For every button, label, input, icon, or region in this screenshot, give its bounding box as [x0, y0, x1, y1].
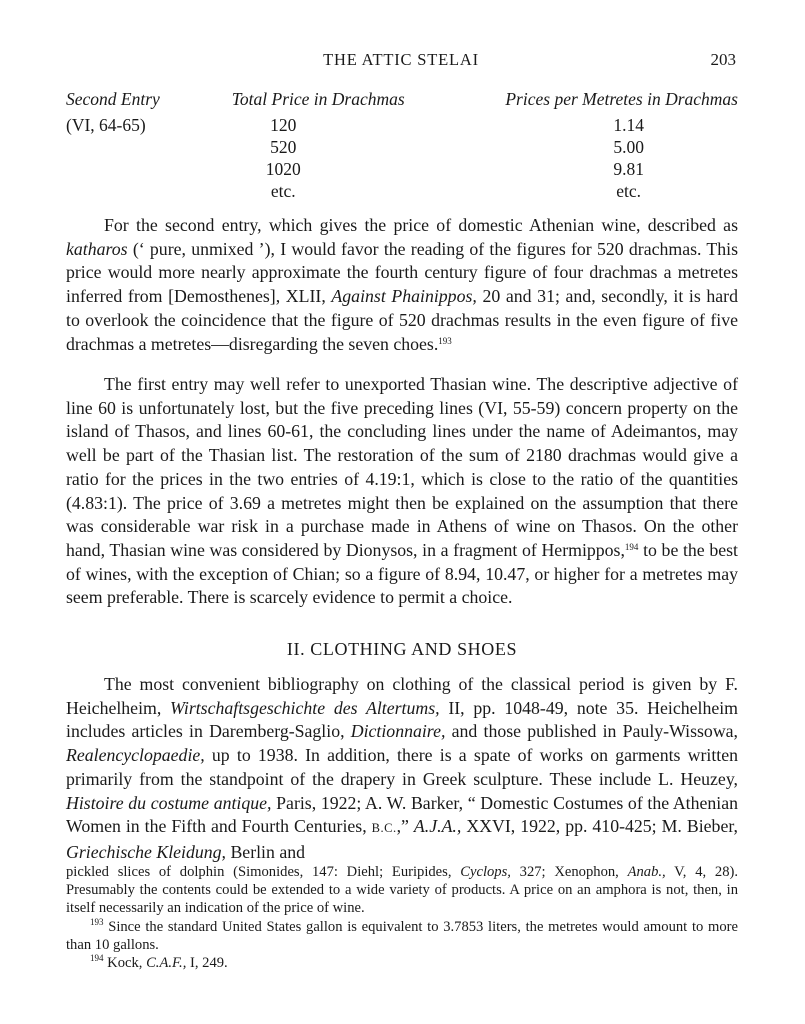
table-cell	[66, 180, 187, 202]
footnote-193: $^{193}$ Since the standard United States gallon is equivalent to 3.7853 liters, the metretes would amount to more than 10 gallons.	[66, 916, 738, 953]
table-cell: etc.	[616, 181, 642, 201]
price-table	[66, 88, 738, 202]
footnotes	[66, 863, 738, 972]
table-cell	[66, 136, 187, 158]
table-row	[66, 158, 738, 180]
table-cell	[66, 158, 187, 180]
table-cell: 9.81	[613, 159, 644, 179]
table-row	[66, 114, 738, 136]
paragraph-clothing	[66, 673, 738, 865]
table-row	[66, 136, 738, 158]
table-header: Prices per Metretes in Drachmas	[505, 88, 738, 109]
paragraph-first-entry	[66, 373, 738, 610]
footnote-ref-193[interactable]: 193	[438, 335, 452, 346]
footnote-ref-194[interactable]: 194	[624, 541, 639, 552]
table-cell: 1.14	[613, 115, 644, 135]
table-cell: 120	[270, 115, 297, 135]
running-head	[66, 50, 736, 74]
footnote-number: 194	[90, 953, 104, 964]
table-row	[66, 180, 738, 202]
table-cell: 1020	[265, 159, 301, 179]
footnote-continued: pickled slices of dolphin (Simonides, 147: Diehl; Euripides, Cyclops, 327; Xenophon, Anab., V, 4, 28). Presumably the contents could be extended to a wide variety of products. A price on an amphora is not, then, in itself necessarily an indication of the price of wine.	[66, 864, 739, 917]
table-cell: (VI, 64-65)	[66, 115, 146, 135]
paragraph-second-entry	[66, 214, 738, 356]
section-heading: II. CLOTHING AND SHOES	[286, 639, 518, 659]
paragraph-text: For the second entry, which gives the price of domestic Athenian wine, described as katharos (‘ pure, unmixed ’), I would favor the reading of the figures for 520 drachmas. This price would more nearly approximate the fourth century figure of four drachmas a metretes inferred from [Demosthenes], XLII, Against Phainippos, 20 and 31; and, secondly, it is hard to overlook the coincidence that the figure of 520 drachmas results in the even figure of five drachmas a metretes—disregarding the seven choes.$^{193}$	[66, 215, 738, 354]
running-title: THE ATTIC STELAI	[323, 50, 479, 69]
table-cell: 520	[270, 137, 297, 157]
table-cell: etc.	[270, 181, 296, 201]
table-header: Total Price in Drachmas	[231, 88, 405, 109]
footnote-194: $^{194}$ Kock, C.A.F., I, 249.	[90, 953, 228, 972]
table-header: Second Entry	[66, 88, 160, 109]
paragraph-text: The most convenient bibliography on clothing of the classical period is given by F. Heichelheim, Wirtschaftsgeschichte des Altertums, II, pp. 1048-49, note 35. Heichelheim includes articles in Daremberg-Saglio, Dictionnaire, and those published in Pauly-Wissowa, Realencyclopaedie, up to 1938. In addition, there is a spate of works on garments written primarily from the standpoint of the drapery in Greek sculpture. These include L. Heuzey, Histoire du costume antique, Paris, 1922; A. W. Barker, “ Domestic Costumes of the Athenian Women in the Fifth and Fourth Centuries, B.C.,” A.J.A., XXVI, 1922, pp. 410-425; M. Bieber, Griechische Kleidung, Berlin and	[66, 674, 739, 862]
footnote-number: 193	[90, 916, 104, 927]
page-number: 203	[710, 50, 736, 69]
paragraph-text: The first entry may well refer to unexported Thasian wine. The descriptive adjective of line 60 is unfortunately lost, but the five preceding lines (VI, 55-59) concern property on the island of Thasos, and lines 60-61, the concluding lines under the name of Adeimantos, may well be part of the Thasian list. The restoration of the sum of 2180 drachmas would give a ratio for the prices in the two entries of 4.19:1, which is close to the ratio of the quantities (4.83:1). The price of 3.69 a metretes might then be explained on the assumption that there was considerable war risk in a purchase made in Athens of wine on Thasos. On the other hand, Thasian wine was considered by Dionysos, in a fragment of Hermippos,$^{194}$ to be the best of wines, with the exception of Chian; so a figure of 8.94, 10.47, or higher for a metretes may seem preferable. There is scarcely evidence to permit a choice.	[66, 374, 738, 608]
table-cell: 5.00	[613, 137, 644, 157]
table-header-row	[66, 88, 738, 114]
